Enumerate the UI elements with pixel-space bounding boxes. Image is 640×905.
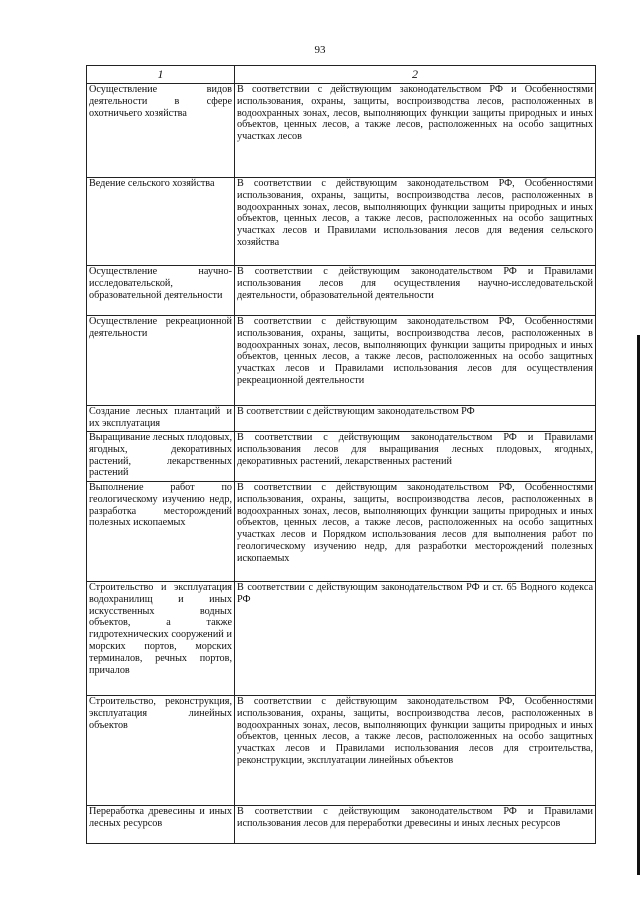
page-number: 93 bbox=[314, 44, 326, 56]
activity-cell: Создание лесных плантаций и их эксплуатация bbox=[87, 406, 235, 432]
activity-cell: Осуществление видов деятельности в сфере охотничьего хозяйства bbox=[87, 84, 235, 178]
requirement-cell: В соответствии с действующим законодательством РФ и Правилами использования лесов для осуществления научно-исследовательской деятельности, образовательной деятельности bbox=[235, 266, 596, 316]
activity-cell: Строительство, реконструкция, эксплуатация линейных объектов bbox=[87, 696, 235, 806]
requirement-cell: В соответствии с действующим законодательством РФ bbox=[235, 406, 596, 432]
table-row bbox=[87, 482, 596, 582]
activity-cell: Выполнение работ по геологическому изучению недр, разработка месторождений полезных ископаемых bbox=[87, 482, 235, 582]
table-row bbox=[87, 84, 596, 178]
activity-cell: Строительство и эксплуатация водохранилищ и иных искусственных водных объектов, а также гидротехнических сооружений и морских портов, морских терминалов, речных портов, причалов bbox=[87, 582, 235, 696]
requirement-cell: В соответствии с действующим законодательством РФ и Правилами использования лесов для выращивания лесных плодовых, ягодных, декоративных растений, лекарственных растений bbox=[235, 432, 596, 482]
table-header-row bbox=[87, 66, 596, 84]
requirement-cell: В соответствии с действующим законодательством РФ и ст. 65 Водного кодекса РФ bbox=[235, 582, 596, 696]
table-row bbox=[87, 178, 596, 266]
activity-cell: Осуществление рекреационной деятельности bbox=[87, 316, 235, 406]
activity-cell: Осуществление научно-исследовательской, образовательной деятельности bbox=[87, 266, 235, 316]
requirement-cell: В соответствии с действующим законодательством РФ, Особенностями использования, охраны, защиты, воспроизводства лесов, расположенных в водоохранных зонах, лесов, выполняющих функции защиты природных и иных объектов, ценных лесов, а также лесов, расположенных на особо защитных участках лесов и Правилами использования лесов для строительства, реконструкции, эксплуатации линейных объектов bbox=[235, 696, 596, 806]
requirement-cell: В соответствии с действующим законодательством РФ, Особенностями использования, охраны, защиты, воспроизводства лесов, расположенных в водоохранных зонах, лесов, выполняющих функции защиты природных и иных объектов, ценных лесов, а также лесов, расположенных на особо защитных участках лесов и Порядком использования лесов для выполнения работ по геологическому изучению недр, для разработки месторождений полезных ископаемых bbox=[235, 482, 596, 582]
table-row bbox=[87, 406, 596, 432]
table-row bbox=[87, 806, 596, 844]
table-row bbox=[87, 582, 596, 696]
table-row bbox=[87, 432, 596, 482]
requirement-cell: В соответствии с действующим законодательством РФ и Особенностями использования, охраны, защиты, воспроизводства лесов, расположенных в водоохранных зонах, лесов, выполняющих функции защиты природных и иных объектов, ценных лесов, а также лесов, расположенных на особо защитных участках лесов bbox=[235, 84, 596, 178]
requirement-cell: В соответствии с действующим законодательством РФ, Особенностями использования, охраны, защиты, воспроизводства лесов, расположенных в водоохранных зонах, лесов, выполняющих функции защиты природных и иных объектов, ценных лесов, а также лесов, расположенных на особо защитных участках лесов и Правилами использования лесов для осуществления рекреационной деятельности bbox=[235, 316, 596, 406]
forest-use-table bbox=[86, 65, 596, 844]
column-header-2: 2 bbox=[235, 66, 596, 84]
table-row bbox=[87, 266, 596, 316]
requirement-cell: В соответствии с действующим законодательством РФ, Особенностями использования, охраны, защиты, воспроизводства лесов, расположенных в водоохранных зонах, лесов, выполняющих функции защиты природных и иных объектов, ценных лесов, а также лесов, расположенных на особо защитных участках лесов и Правилами использования лесов для ведения сельского хозяйства bbox=[235, 178, 596, 266]
table-row bbox=[87, 696, 596, 806]
activity-cell: Переработка древесины и иных лесных ресурсов bbox=[87, 806, 235, 844]
activity-cell: Выращивание лесных плодовых, ягодных, декоративных растений, лекарственных растений bbox=[87, 432, 235, 482]
column-header-1: 1 bbox=[87, 66, 235, 84]
activity-cell: Ведение сельского хозяйства bbox=[87, 178, 235, 266]
table-row bbox=[87, 316, 596, 406]
requirement-cell: В соответствии с действующим законодательством РФ и Правилами использования лесов для переработки древесины и иных лесных ресурсов bbox=[235, 806, 596, 844]
